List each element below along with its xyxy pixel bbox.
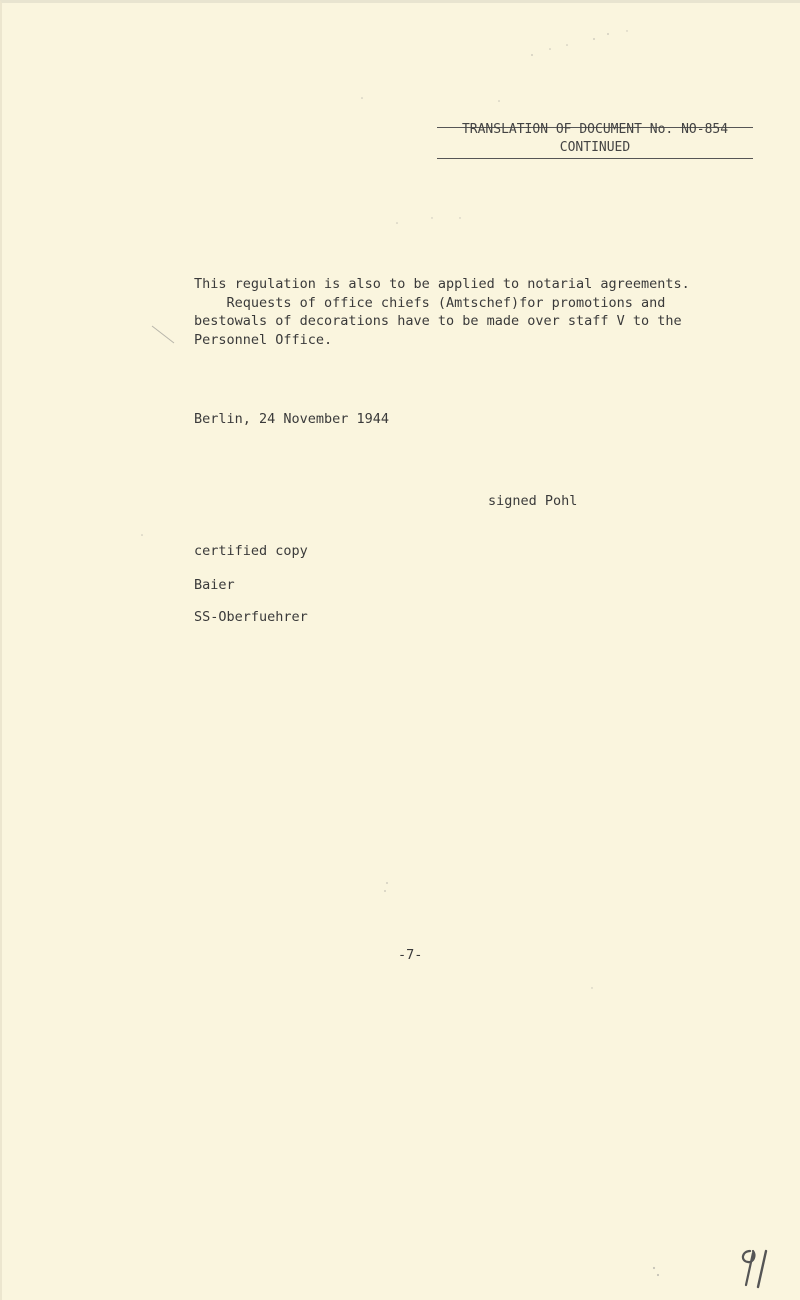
page-number: -7- [398,947,423,963]
document-header [437,121,753,159]
header-continued: CONTINUED [559,140,631,155]
signature-line: signed Pohl [488,493,578,509]
header-bottom-rule [437,158,753,159]
header-title: TRANSLATION OF DOCUMENT No. NO-854 [461,122,729,137]
body-line: bestowals of decorations have to be made over staff V to the [194,313,682,329]
body-line: This regulation is also to be applied to notarial agreements. [194,276,690,292]
certification-note: certified copy [194,543,308,559]
paper-specks [2,3,800,1300]
certifier-rank: SS-Oberfuehrer [194,609,308,625]
certifier-name: Baier [194,577,235,593]
body-paragraph [194,275,714,349]
body-line: Requests of office chiefs (Amtschef)for promotions and [194,294,666,311]
body-line: Personnel Office. [194,331,333,348]
dateline: Berlin, 24 November 1944 [194,411,390,427]
handwritten-page-mark [736,1247,776,1289]
